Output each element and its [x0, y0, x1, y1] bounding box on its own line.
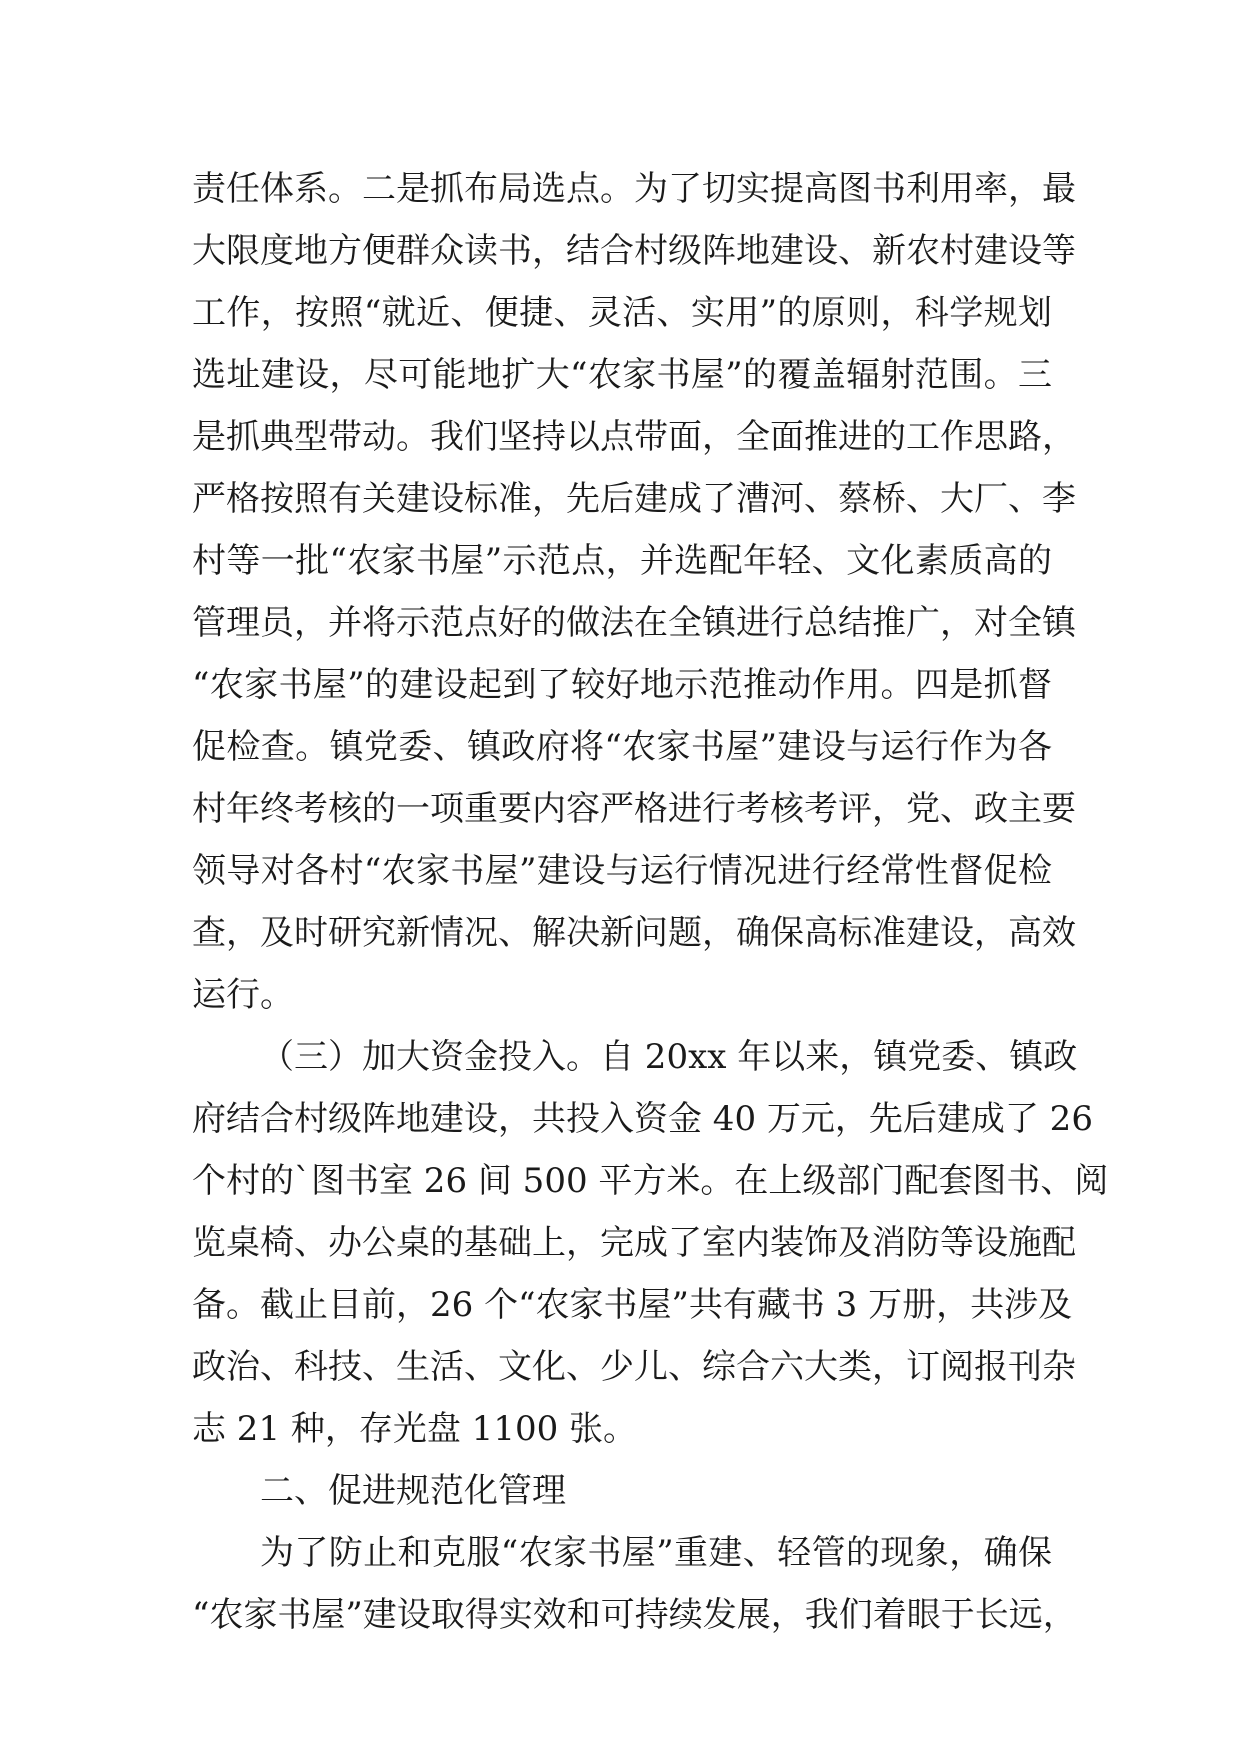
paragraph-start-line: （三）加大资金投入。自 20xx 年以来，镇党委、镇政 — [260, 1037, 1078, 1077]
text-line: “农家书屋”建设取得实效和可持续发展，我们着眼于长远， — [192, 1595, 1077, 1635]
text-line: 备。截止目前，26 个“农家书屋”共有藏书 3 万册，共涉及 — [192, 1285, 1073, 1325]
text-line: 工作，按照“就近、便捷、灵活、实用”的原则，科学规划 — [192, 293, 1052, 333]
text-line: 管理员，并将示范点好的做法在全镇进行总结推广，对全镇 — [192, 603, 1076, 643]
text-line: 府结合村级阵地建设，共投入资金 40 万元，先后建成了 26 — [192, 1099, 1093, 1139]
text-line: 责任体系。二是抓布局选点。为了切实提高图书利用率，最 — [192, 169, 1076, 209]
text-line: 览桌椅、办公桌的基础上，完成了室内装饰及消防等设施配 — [192, 1223, 1076, 1263]
text-line: 村等一批“农家书屋”示范点，并选配年轻、文化素质高的 — [192, 541, 1052, 581]
text-line: 领导对各村“农家书屋”建设与运行情况进行经常性督促检 — [192, 851, 1052, 891]
text-line: 大限度地方便群众读书，结合村级阵地建设、新农村建设等 — [192, 231, 1076, 271]
paragraph-start-line: 为了防止和克服“农家书屋”重建、轻管的现象，确保 — [260, 1533, 1052, 1573]
text-line: 个村的`图书室 26 间 500 平方米。在上级部门配套图书、阅 — [192, 1161, 1109, 1201]
section-heading: 二、促进规范化管理 — [260, 1471, 566, 1511]
text-line: 志 21 种，存光盘 1100 张。 — [192, 1409, 638, 1449]
text-line: 政治、科技、生活、文化、少儿、综合六大类，订阅报刊杂 — [192, 1347, 1076, 1387]
text-line: 村年终考核的一项重要内容严格进行考核考评，党、政主要 — [192, 789, 1076, 829]
document-body — [192, 158, 1109, 1646]
text-line: 运行。 — [192, 975, 294, 1015]
text-line: 是抓典型带动。我们坚持以点带面，全面推进的工作思路， — [192, 417, 1076, 457]
text-line: 选址建设，尽可能地扩大“农家书屋”的覆盖辐射范围。三 — [192, 355, 1052, 395]
text-line: 严格按照有关建设标准，先后建成了漕河、蔡桥、大厂、李 — [192, 479, 1076, 519]
text-line: 促检查。镇党委、镇政府将“农家书屋”建设与运行作为各 — [192, 727, 1052, 767]
text-line: “农家书屋”的建设起到了较好地示范推动作用。四是抓督 — [192, 665, 1052, 705]
text-line: 查，及时研究新情况、解决新问题，确保高标准建设，高效 — [192, 913, 1076, 953]
